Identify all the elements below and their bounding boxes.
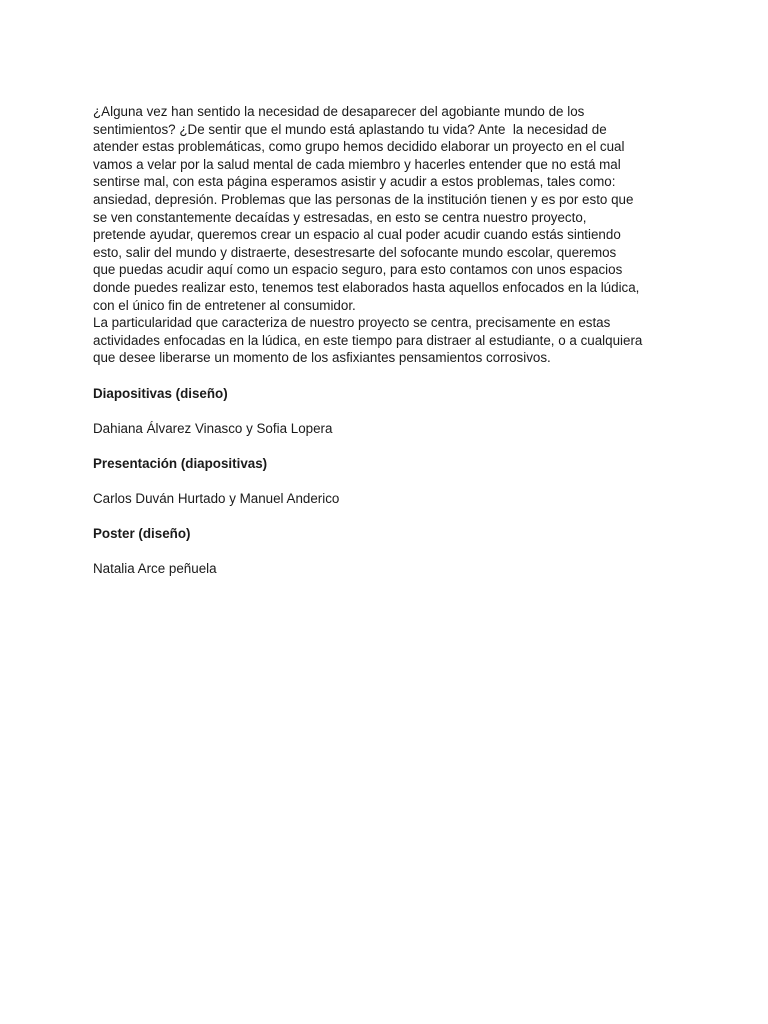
spacer: [93, 508, 693, 526]
paragraph-line: ¿Alguna vez han sentido la necesidad de desaparecer del agobiante mundo de los: [93, 104, 585, 119]
paragraph-line: pretende ayudar, queremos crear un espacio al cual poder acudir cuando estás sintiendo: [93, 227, 621, 243]
paragraph-line: ansiedad, depresión. Problemas que las personas de la institución tienen y es por esto que: [93, 191, 634, 207]
paragraph-line: atender estas problemáticas, como grupo hemos decidido elaborar un proyecto en el cual: [93, 139, 625, 155]
section-names-presentation: Carlos Duván Hurtado y Manuel Anderico: [93, 491, 340, 507]
section-names-slides-design: Dahiana Álvarez Vinasco y Sofia Lopera: [93, 420, 333, 436]
spacer: [93, 543, 693, 561]
section-heading-presentation: Presentación (diapositivas): [93, 455, 268, 471]
paragraph-line: se ven constantemente decaídas y estresadas, en esto se centra nuestro proyecto,: [93, 209, 587, 225]
document-page: [93, 103, 693, 578]
paragraph-line: vamos a velar por la salud mental de cada miembro y hacerles entender que no está mal: [93, 156, 621, 172]
paragraph-line: actividades enfocadas en la lúdica, en este tiempo para distraer al estudiante, o a cualquiera: [93, 332, 643, 348]
paragraph-line: La particularidad que caracteriza de nuestro proyecto se centra, precisamente en estas: [93, 315, 611, 331]
paragraph-line: con el único fin de entretener al consumidor.: [93, 297, 356, 313]
spacer: [93, 402, 693, 420]
section-heading-poster: Poster (diseño): [93, 526, 191, 542]
paragraph-line: sentirse mal, con esta página esperamos asistir y acudir a estos problemas, tales como:: [93, 174, 616, 190]
particularity-paragraph: [93, 314, 693, 367]
spacer: [93, 437, 693, 455]
section-names-poster: Natalia Arce peñuela: [93, 561, 217, 577]
paragraph-line: donde puedes realizar esto, tenemos test elaborados hasta aquellos enfocados en la lúdica,: [93, 279, 640, 295]
spacer: [93, 472, 693, 490]
section-heading-slides-design: Diapositivas (diseño): [93, 385, 228, 401]
paragraph-line: sentimientos? ¿De sentir que el mundo está aplastando tu vida? Ante la necesidad de: [93, 121, 607, 137]
spacer: [93, 367, 693, 385]
paragraph-line: que desee liberarse un momento de los asfixiantes pensamientos corrosivos.: [93, 350, 551, 366]
intro-paragraph: [93, 103, 693, 314]
paragraph-line: que puedas acudir aquí como un espacio seguro, para esto contamos con unos espacios: [93, 262, 623, 278]
paragraph-line: esto, salir del mundo y distraerte, desestresarte del sofocante mundo escolar, queremos: [93, 244, 617, 260]
